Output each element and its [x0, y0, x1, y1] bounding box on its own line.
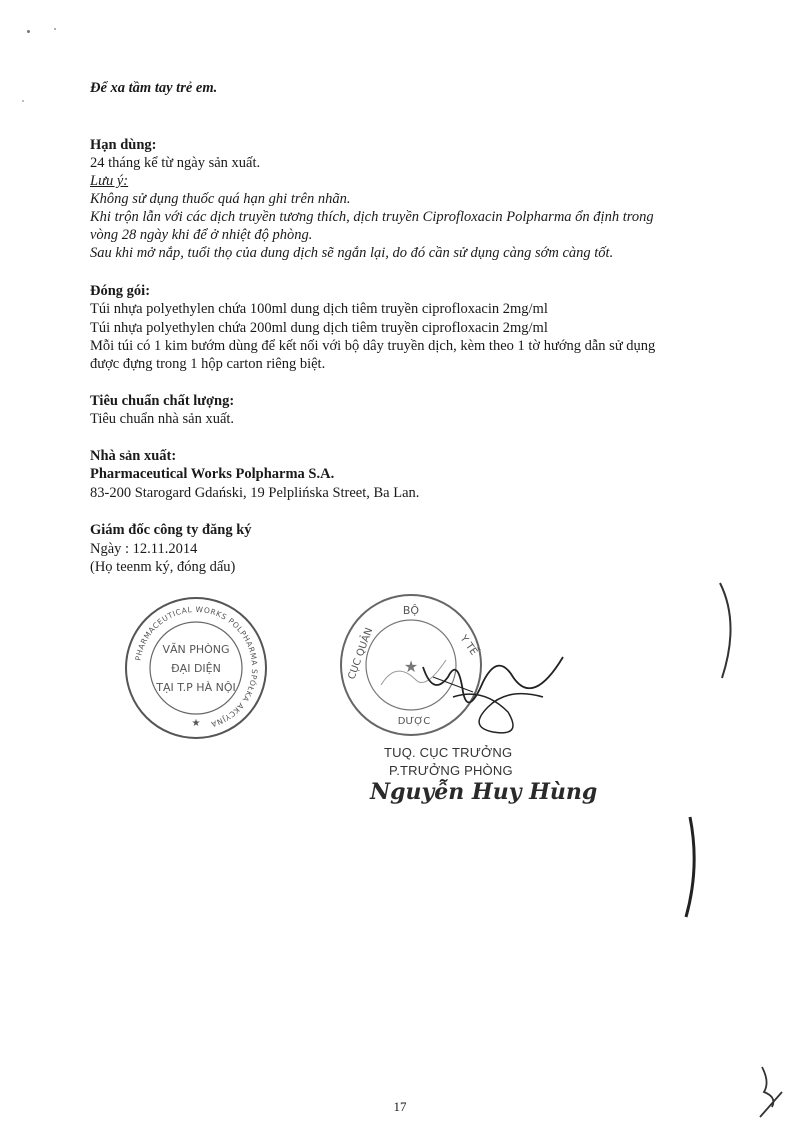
- margin-mark: [712, 578, 742, 688]
- packaging-line: Mỗi túi có 1 kim bướm dùng để kết nối với bộ dây truyền dịch, kèm theo 1 tờ hướng dẫn sử dụng: [90, 338, 656, 354]
- approver-name: Nguyễn Huy Hùng: [370, 779, 598, 805]
- stamp-line: VĂN PHÒNG: [162, 643, 230, 656]
- note-line: Khi trộn lẫn với các dịch truyền tương thích, dịch truyền Ciprofloxacin Polpharma ổn định trong: [90, 209, 654, 225]
- manufacturer-address: 83-200 Starogard Gdański, 19 Pelplińska Street, Ba Lan.: [90, 485, 420, 501]
- stamp-text: CỤC QUẢN: [346, 626, 376, 682]
- shelf-life-heading: Hạn dùng:: [90, 137, 157, 153]
- note-line: vòng 28 ngày khi để ở nhiệt độ phòng.: [90, 227, 313, 243]
- director-date: Ngày : 12.11.2014: [90, 541, 198, 557]
- shelf-life-text: 24 tháng kể từ ngày sản xuất.: [90, 155, 261, 171]
- star-icon: ★: [403, 659, 419, 676]
- note-label: Lưu ý:: [90, 173, 129, 189]
- director-note: (Họ teenm ký, đóng dấu): [90, 559, 236, 575]
- scan-speck: [27, 30, 30, 33]
- note-line: Không sử dụng thuốc quá hạn ghi trên nhãn.: [90, 191, 351, 207]
- scan-speck: [22, 100, 24, 102]
- margin-mark: [678, 812, 708, 922]
- director-heading: Giám đốc công ty đăng ký: [90, 522, 252, 538]
- page-number: 17: [393, 1099, 407, 1114]
- packaging-line: Túi nhựa polyethylen chứa 200ml dung dịch tiêm truyền ciprofloxacin 2mg/ml: [90, 320, 548, 336]
- note-line: Sau khi mở nắp, tuổi thọ của dung dịch sẽ ngắn lại, do đó cần sử dụng càng sớm càng tốt.: [90, 245, 614, 261]
- packaging-line: được đựng trong 1 hộp carton riêng biệt.: [90, 356, 326, 372]
- approval-line: TUQ. CỤC TRƯỞNG: [384, 745, 513, 760]
- approval-line: P.TRƯỞNG PHÒNG: [389, 763, 513, 778]
- stamp-text: BỘ: [402, 604, 420, 617]
- stamp-line: TẠI T.P HÀ NỘI: [156, 681, 236, 694]
- stamp-text: Y TẾ: [457, 633, 480, 658]
- company-stamp: [121, 593, 271, 743]
- stamp-ring-text: PHARMACEUTICAL WORKS POLPHARMA SPÓŁKA AKCYJNA: [133, 604, 260, 729]
- quality-heading: Tiêu chuẩn chất lượng:: [90, 393, 235, 409]
- signature-icon: [413, 637, 573, 747]
- scan-speck: [54, 28, 56, 30]
- stamp-text: DƯỢC: [397, 716, 431, 727]
- manufacturer-heading: Nhà sản xuất:: [90, 448, 177, 464]
- star-icon: ★: [191, 718, 201, 729]
- manufacturer-name: Pharmaceutical Works Polpharma S.A.: [90, 466, 335, 482]
- quality-text: Tiêu chuẩn nhà sản xuất.: [90, 411, 235, 427]
- notice-text: Để xa tầm tay trẻ em.: [90, 80, 218, 96]
- packaging-heading: Đóng gói:: [90, 283, 151, 299]
- packaging-line: Túi nhựa polyethylen chứa 100ml dung dịch tiêm truyền ciprofloxacin 2mg/ml: [90, 301, 548, 317]
- stamp-line: ĐẠI DIỆN: [171, 662, 221, 675]
